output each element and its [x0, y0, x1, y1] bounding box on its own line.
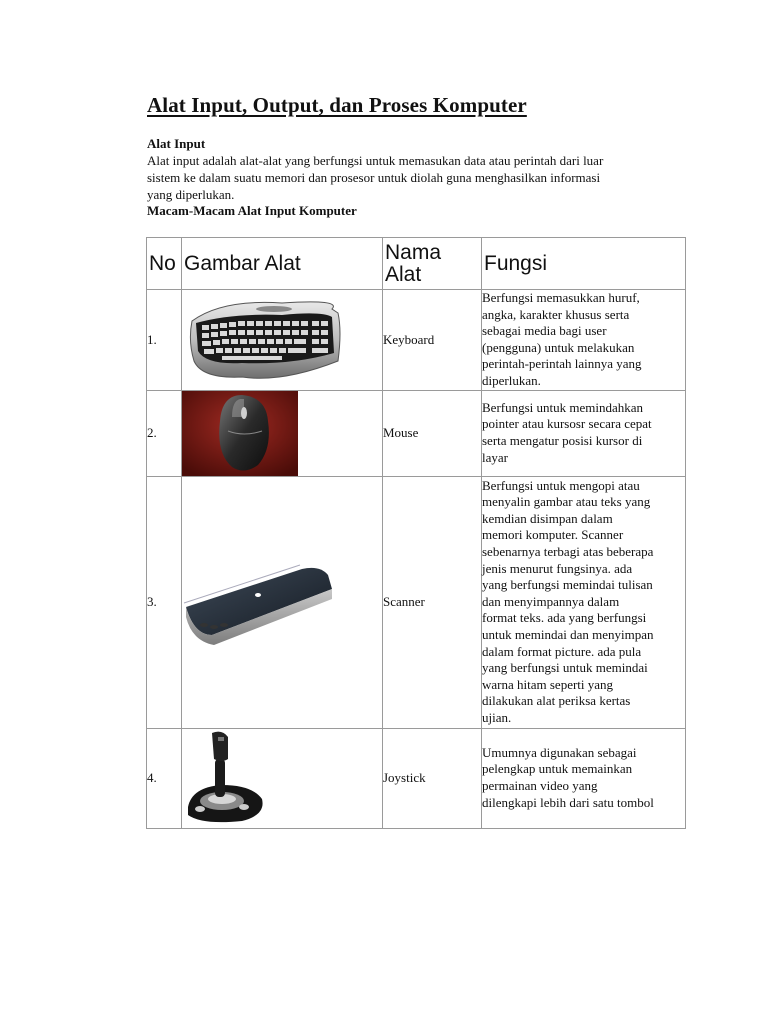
device-function [482, 390, 686, 476]
device-function [482, 728, 686, 828]
function-line: layar [482, 449, 508, 465]
table-row [147, 476, 686, 728]
function-line: perintah-perintah lainnya yang [482, 356, 642, 372]
row-number: 4. [147, 728, 182, 828]
function-line: Berfungsi untuk mengopi atau [482, 477, 640, 493]
function-line: sebenarnya terbagi atas beberapa [482, 543, 654, 559]
header-fungsi: Fungsi [482, 238, 686, 290]
function-line: yang berfungsi memindai tulisan [482, 577, 653, 593]
header-nama-line: Nama [385, 240, 442, 264]
joystick-icon [182, 729, 382, 827]
table-row [147, 728, 686, 828]
keyboard-icon [182, 291, 382, 389]
device-function [482, 290, 686, 391]
mouse-image [182, 390, 383, 476]
function-line: pelengkap untuk memainkan [482, 761, 633, 777]
function-line: diperlukan. [482, 372, 541, 388]
device-function [482, 476, 686, 728]
function-line: angka, karakter khusus serta [482, 306, 630, 322]
device-name: Joystick [383, 728, 482, 828]
intro-line: yang diperlukan. [147, 187, 235, 202]
function-line: sebagai media bagi user [482, 323, 607, 339]
intro-paragraph [147, 152, 687, 203]
function-line: ujian. [482, 709, 512, 725]
joystick-image [182, 728, 383, 828]
function-line: permainan video yang [482, 778, 598, 794]
function-line: jenis menurut fungsinya. ada [482, 560, 633, 576]
scanner-icon [182, 477, 382, 727]
device-name: Scanner [383, 476, 482, 728]
function-line: Berfungsi untuk memindahkan [482, 399, 644, 415]
function-line: memori komputer. Scanner [482, 527, 624, 543]
row-number: 1. [147, 290, 182, 391]
function-line: (pengguna) untuk melakukan [482, 339, 635, 355]
function-line: dan menyimpannya dalam [482, 593, 620, 609]
header-no: No [147, 238, 182, 290]
function-line: kemdian disimpan dalam [482, 510, 613, 526]
table-row [147, 390, 686, 476]
function-line: dilengkapi lebih dari satu tombol [482, 794, 654, 810]
mouse-icon [182, 391, 382, 476]
function-line: dilakukan alat periksa kertas [482, 693, 631, 709]
function-line: format teks. ada yang berfungsi [482, 610, 647, 626]
intro-line: Alat input adalah alat-alat yang berfungsi untuk memasukan data atau perintah dari luar [147, 153, 604, 168]
function-line: serta mengatur posisi kursor di [482, 433, 643, 449]
function-line: Berfungsi memasukkan huruf, [482, 290, 640, 305]
table-row [147, 290, 686, 391]
function-line: menyalin gambar atau teks yang [482, 494, 651, 510]
table-header-row [147, 238, 686, 290]
header-nama-line: Alat [385, 262, 422, 286]
function-line: pointer atau kursosr secara cepat [482, 416, 652, 432]
subheading: Macam-Macam Alat Input Komputer [147, 203, 357, 218]
section-heading: Alat Input [147, 136, 206, 151]
function-line: Umumnya digunakan sebagai [482, 744, 637, 760]
device-name: Mouse [383, 390, 482, 476]
device-name: Keyboard [383, 290, 482, 391]
header-gambar-alat: Gambar Alat [182, 238, 383, 290]
scanner-image [182, 476, 383, 728]
intro-line: sistem ke dalam suatu memori dan prosesor untuk diolah guna menghasilkan informasi [147, 170, 601, 185]
input-devices-table [146, 237, 686, 829]
row-number: 2. [147, 390, 182, 476]
header-nama-alat [383, 238, 482, 290]
row-number: 3. [147, 476, 182, 728]
function-line: dalam format picture. ada pula [482, 643, 642, 659]
document-title: Alat Input, Output, dan Proses Komputer [147, 93, 527, 117]
function-line: untuk memindai dan menyimpan [482, 626, 654, 642]
keyboard-image [182, 290, 383, 391]
function-line: warna hitam seperti yang [482, 676, 614, 692]
function-line: yang berfungsi untuk memindai [482, 660, 648, 676]
